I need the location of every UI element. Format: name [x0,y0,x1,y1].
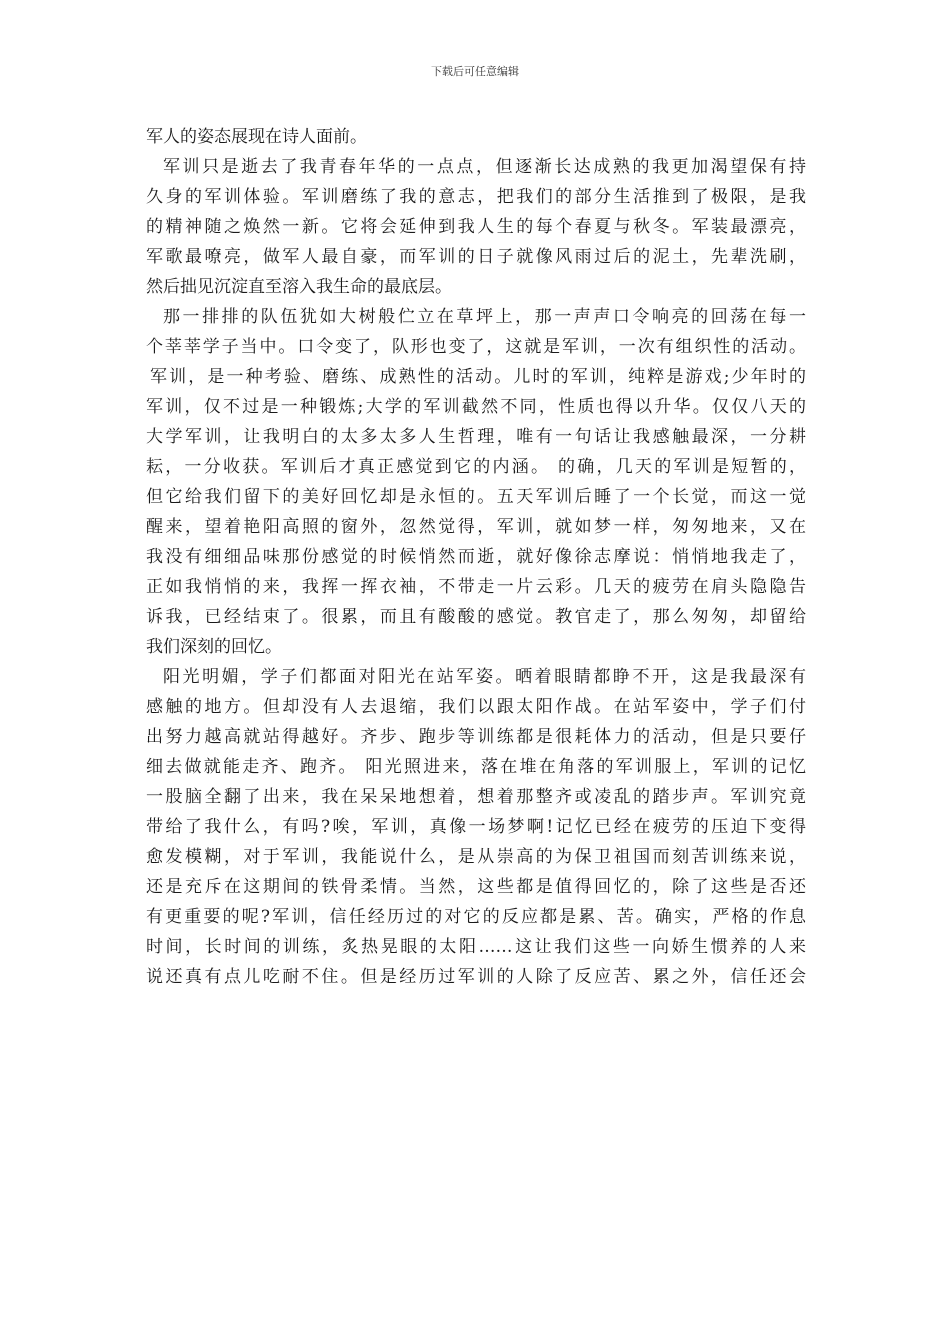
paragraph-line: 感触的地方。但却没有人去退缩，我们以跟太阳作战。在站军姿中，学子们付 [146,697,806,717]
paragraph-line: 正如我悄悄的来，我挥一挥衣袖，不带走一片云彩。几天的疲劳在肩头隐隐告 [146,577,806,597]
paragraph-line: 细去做就能走齐、跑齐。 阳光照进来，落在堆在角落的军训服上，军训的记忆 [146,757,806,777]
document-body [146,122,806,992]
paragraph-line: 时间，长时间的训练，炙热晃眼的太阳……这让我们这些一向娇生惯养的人来 [146,937,806,957]
paragraph-line: 军训只是逝去了我青春年华的一点点，但逐渐长达成熟的我更加渴望保有持 [163,157,806,177]
page-header: 下载后可任意编辑 [431,65,519,78]
paragraph-line: 有更重要的呢?军训，信任经历过的对它的反应都是累、苦。确实，严格的作息 [146,907,806,927]
paragraph-line: 诉我，已经结束了。很累，而且有酸酸的感觉。教官走了，那么匆匆，却留给 [146,607,806,627]
paragraph-line: 军人的姿态展现在诗人面前。 [146,127,367,147]
paragraph-line: 但它给我们留下的美好回忆却是永恒的。五天军训后睡了一个长觉，而这一觉 [146,487,806,507]
paragraph-line: 个莘莘学子当中。口令变了，队形也变了，这就是军训，一次有组织性的活动。 [146,337,806,357]
paragraph-line: 带给了我什么，有吗?唉，军训，真像一场梦啊!记忆已经在疲劳的压迫下变得 [146,817,806,837]
paragraph-line: 军歌最嘹亮，做军人最自豪，而军训的日子就像风雨过后的泥土，先辈洗刷， [146,247,806,267]
paragraph-line: 醒来，望着艳阳高照的窗外，忽然觉得，军训，就如梦一样，匆匆地来，又在 [146,517,806,537]
paragraph-line: 那一排排的队伍犹如大树般伫立在草坪上，那一声声口令响亮的回荡在每一 [163,307,806,327]
paragraph-line: 军训，是一种考验、磨练、成熟性的活动。儿时的军训，纯粹是游戏;少年时的 [150,367,806,387]
paragraph-line: 阳光明媚，学子们都面对阳光在站军姿。晒着眼睛都睁不开，这是我最深有 [163,667,806,687]
paragraph-line: 久身的军训体验。军训磨练了我的意志，把我们的部分生活推到了极限，是我 [146,187,806,207]
paragraph-line: 的精神随之焕然一新。它将会延伸到我人生的每个春夏与秋冬。军装最漂亮， [146,217,806,237]
paragraph-line: 一股脑全翻了出来，我在呆呆地想着，想着那整齐或凌乱的踏步声。军训究竟 [146,787,806,807]
paragraph-line: 耘，一分收获。军训后才真正感觉到它的内涵。 的确，几天的军训是短暂的， [146,457,806,477]
paragraph-line: 我们深刻的回忆。 [146,637,282,657]
paragraph-line: 还是充斥在这期间的铁骨柔情。当然，这些都是值得回忆的，除了这些是否还 [146,877,806,897]
paragraph-line: 说还真有点儿吃耐不住。但是经历过军训的人除了反应苦、累之外，信任还会 [146,967,806,987]
paragraph-line: 愈发模糊，对于军训，我能说什么，是从崇高的为保卫祖国而刻苦训练来说， [146,847,806,867]
paragraph-line: 我没有细细品味那份感觉的时候悄然而逝，就好像徐志摩说：悄悄地我走了， [146,547,806,567]
paragraph-line: 然后拙见沉淀直至溶入我生命的最底层。 [146,277,452,297]
paragraph-line: 军训，仅不过是一种锻炼;大学的军训截然不同，性质也得以升华。仅仅八天的 [146,397,806,417]
paragraph-line: 出努力越高就站得越好。齐步、跑步等训练都是很耗体力的活动，但是只要仔 [146,727,806,747]
paragraph-line: 大学军训，让我明白的太多太多人生哲理，唯有一句话让我感触最深，一分耕 [146,427,806,447]
